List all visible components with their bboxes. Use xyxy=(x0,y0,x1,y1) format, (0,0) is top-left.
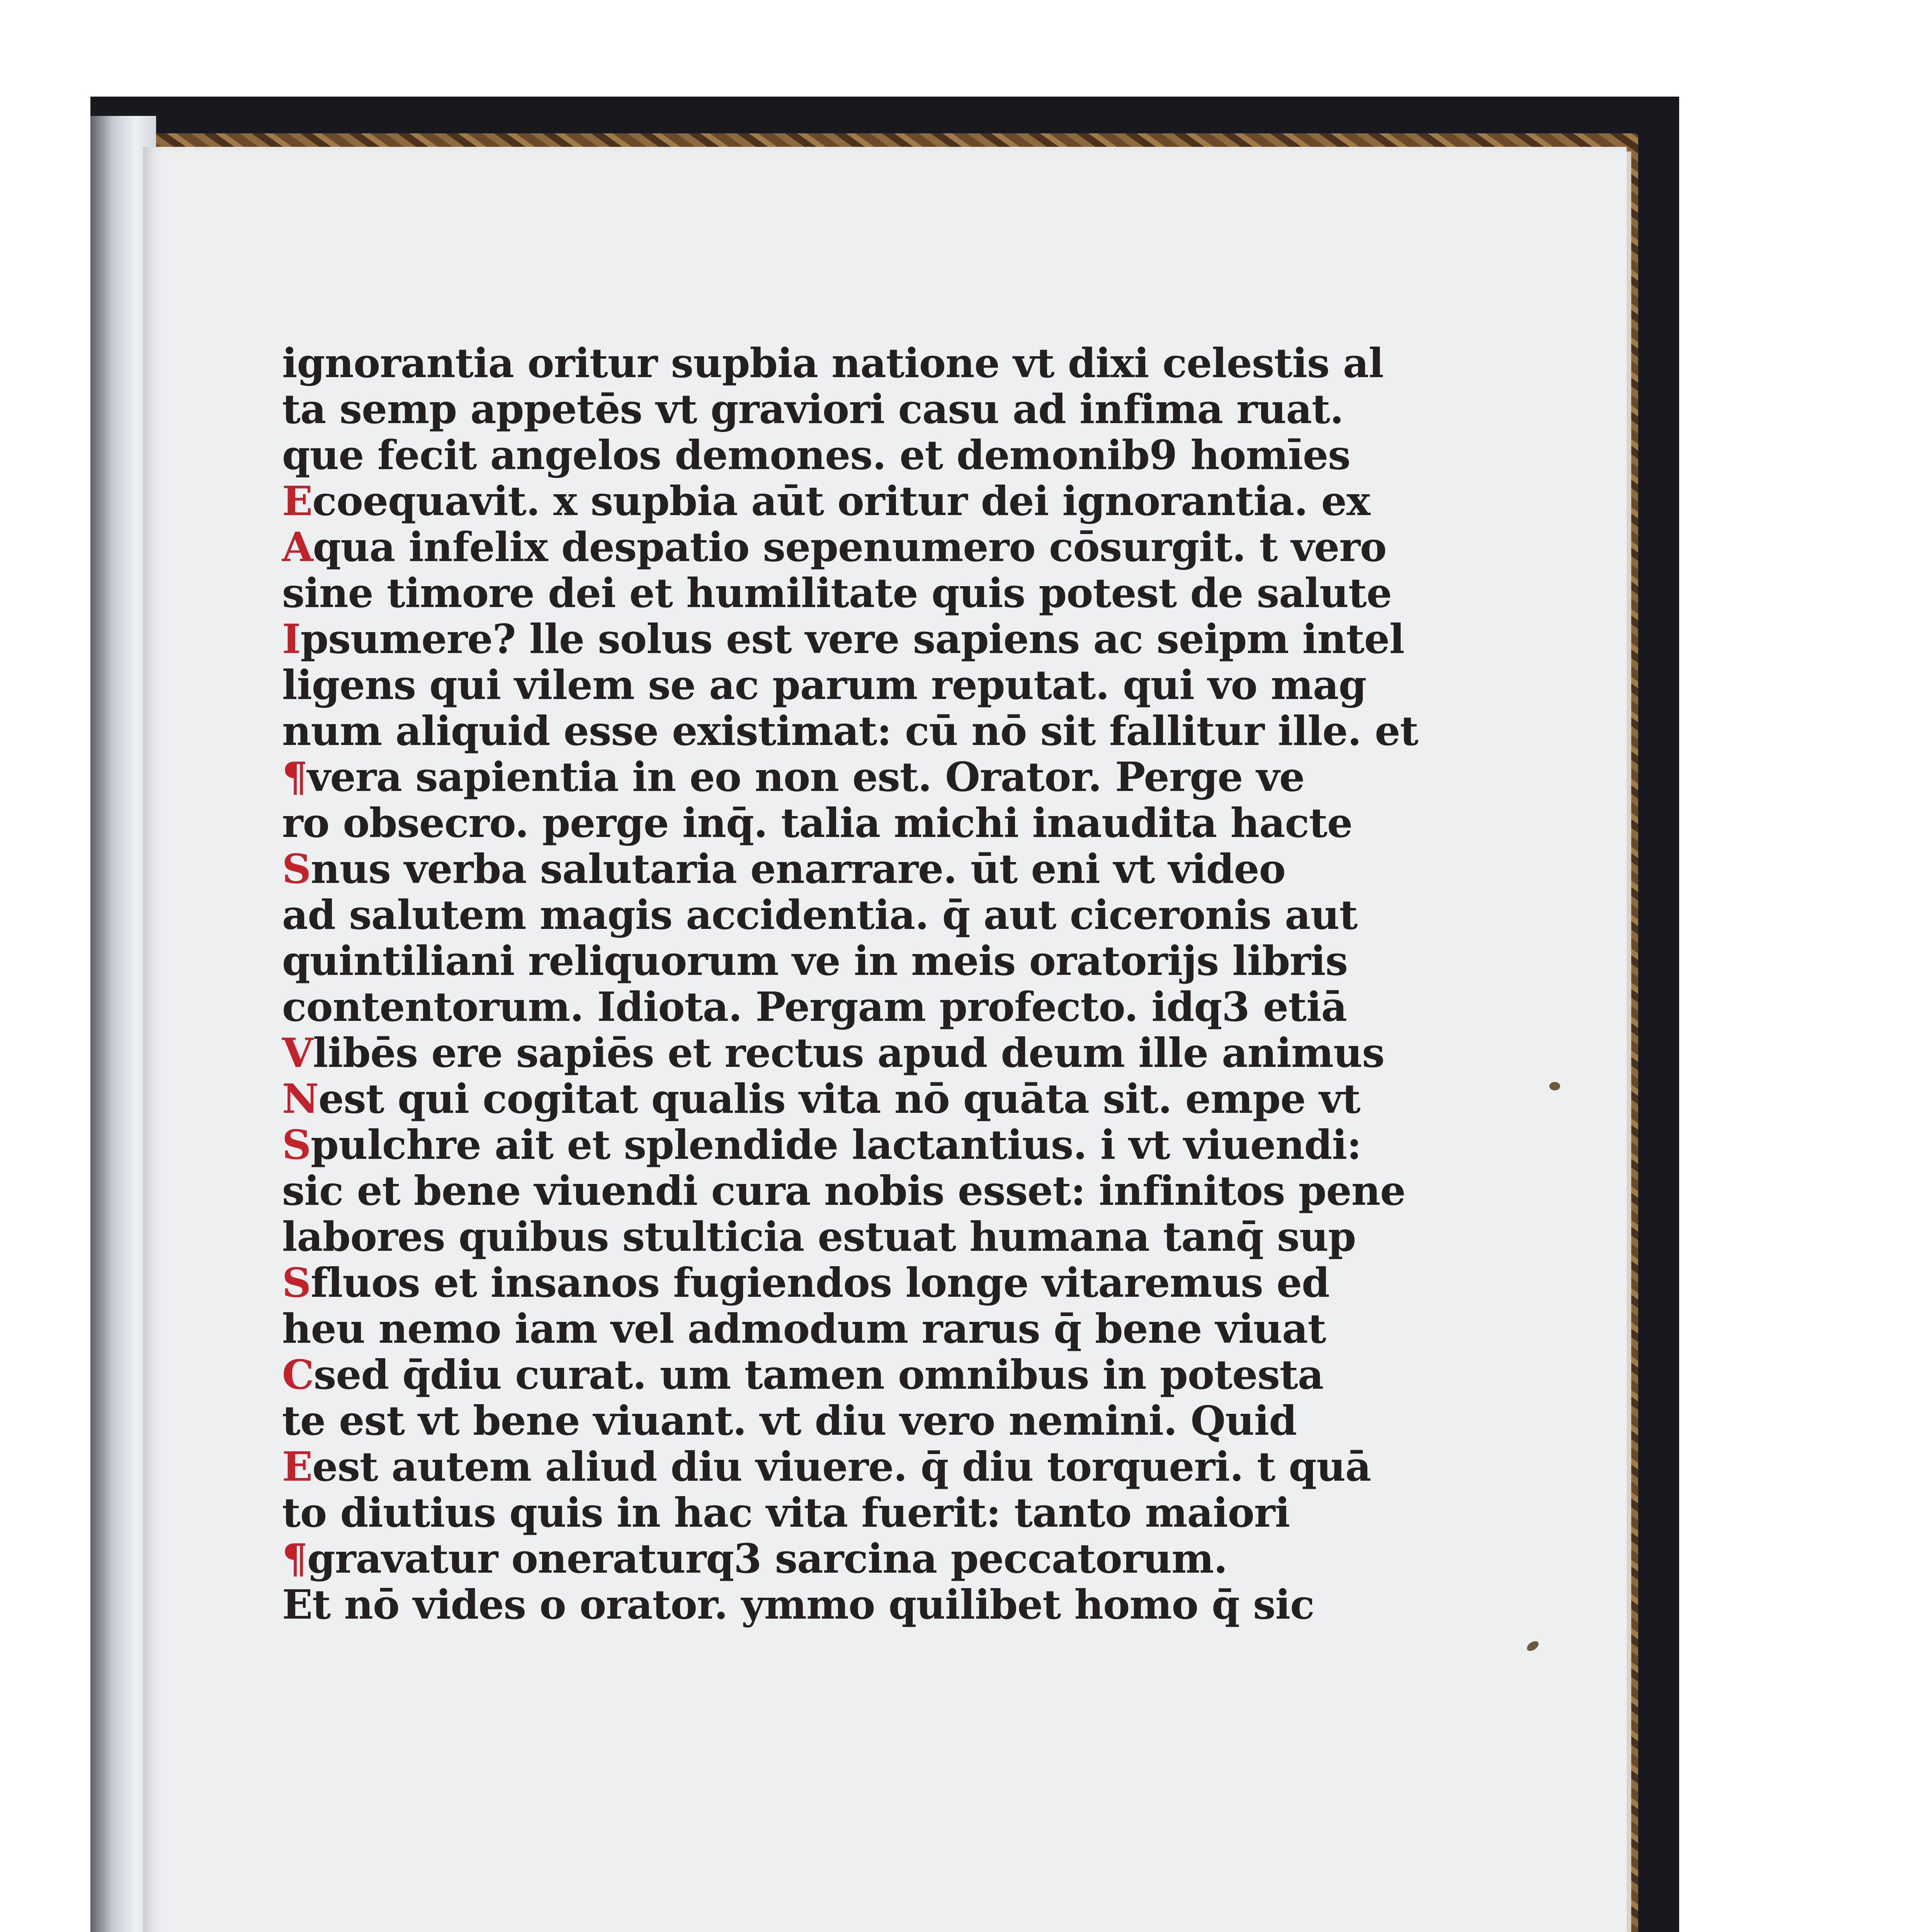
line-text: que fecit angelos demones. et demonib9 homīes xyxy=(282,431,1350,479)
line-text: labores quibus stulticia estuat humana tanq̄ sup xyxy=(282,1213,1356,1260)
text-line xyxy=(282,983,1347,1031)
text-line xyxy=(282,661,1367,709)
line-text: qua infelix despatio sepenumero cōsurgit. t vero xyxy=(313,523,1387,571)
text-line xyxy=(282,1489,1290,1536)
ink-spot xyxy=(1549,1082,1560,1090)
line-text: coequavit. x supbia aūt oritur dei ignorantia. ex xyxy=(312,477,1370,525)
text-line xyxy=(282,1167,1406,1214)
text-line xyxy=(282,431,1350,479)
line-text: pulchre ait et splendide lactantius. i vt viuendi: xyxy=(311,1121,1362,1168)
rubricated-initial: C xyxy=(282,1351,314,1398)
line-text: sic et bene viuendi cura nobis esset: infinitos pene xyxy=(282,1167,1406,1214)
text-line xyxy=(282,1213,1356,1260)
text-line xyxy=(282,385,1344,433)
text-line xyxy=(282,799,1353,847)
text-line xyxy=(282,1029,1384,1077)
rubricated-initial: N xyxy=(282,1075,319,1122)
text-line xyxy=(282,891,1358,939)
text-line xyxy=(282,523,1387,571)
line-text: vera sapientia in eo non est. Orator. Perge ve xyxy=(307,753,1305,801)
line-text: ad salutem magis accidentia. q̄ aut ciceronis aut xyxy=(282,891,1358,939)
line-text: quintiliani reliquorum ve in meis oratorijs libris xyxy=(282,937,1348,985)
text-line xyxy=(282,1121,1362,1168)
line-text: est qui cogitat qualis vita nō quāta sit. empe vt xyxy=(318,1075,1360,1122)
blackletter-text-block xyxy=(282,339,1418,1628)
text-line xyxy=(282,339,1384,387)
line-text: Et nō vides o orator. ymmo quilibet homo q̄ sic xyxy=(282,1581,1314,1628)
text-line xyxy=(282,1351,1324,1398)
line-text: ignorantia oritur supbia natione vt dixi celestis al xyxy=(282,339,1384,387)
rubricated-initial: ¶ xyxy=(282,753,308,801)
rubricated-initial: A xyxy=(282,523,313,571)
text-line xyxy=(282,615,1404,663)
rubricated-initial: S xyxy=(282,845,311,893)
text-line xyxy=(282,707,1418,755)
line-text: est autem aliud diu viuere. q̄ diu torqueri. t quā xyxy=(312,1443,1371,1490)
rubricated-initial: V xyxy=(282,1029,313,1077)
rubricated-initial: E xyxy=(282,1443,313,1490)
line-text: heu nemo iam vel admodum rarus q̄ bene viuat xyxy=(282,1305,1326,1352)
text-line xyxy=(282,937,1348,985)
rubricated-initial: ¶ xyxy=(282,1535,308,1582)
text-line xyxy=(282,1305,1326,1352)
text-line xyxy=(282,1397,1297,1444)
text-line xyxy=(282,1581,1314,1628)
line-text: te est vt bene viuant. vt diu vero nemini. Quid xyxy=(282,1397,1297,1444)
ink-spot xyxy=(1525,1639,1540,1653)
line-text: sine timore dei et humilitate quis potest de salute xyxy=(282,569,1392,617)
line-text: num aliquid esse existimat: cū nō sit fallitur ille. et xyxy=(282,707,1418,755)
line-text: libēs ere sapiēs et rectus apud deum ille animus xyxy=(313,1029,1384,1077)
line-text: gravatur oneraturq3 sarcina peccatorum. xyxy=(307,1535,1227,1582)
rubricated-initial: E xyxy=(282,477,313,525)
line-text: ro obsecro. perge inq̄. talia michi inaudita hacte xyxy=(282,799,1353,847)
line-text: nus verba salutaria enarrare. ūt eni vt video xyxy=(311,845,1285,893)
line-text: contentorum. Idiota. Pergam profecto. idq3 etiā xyxy=(282,983,1347,1031)
text-line xyxy=(282,569,1392,617)
text-line xyxy=(282,1536,1229,1582)
text-line xyxy=(282,1259,1329,1306)
text-line xyxy=(282,753,1305,801)
line-text: psumere? lle solus est vere sapiens ac seipm intel xyxy=(300,615,1404,663)
line-text: ta semp appetēs vt graviori casu ad infima ruat. xyxy=(282,385,1344,433)
line-text: sed q̄diu curat. um tamen omnibus in potesta xyxy=(313,1351,1324,1398)
line-text: fluos et insanos fugiendos longe vitaremus ed xyxy=(311,1259,1329,1306)
rubricated-initial: S xyxy=(282,1259,311,1306)
text-line xyxy=(282,1075,1360,1122)
text-line xyxy=(282,845,1285,893)
rubricated-initial: I xyxy=(282,615,301,663)
line-text: to diutius quis in hac vita fuerit: tanto maiori xyxy=(282,1489,1290,1536)
text-line xyxy=(282,1443,1371,1490)
line-text: ligens qui vilem se ac parum reputat. qui vo mag xyxy=(282,661,1367,709)
rubricated-initial: S xyxy=(282,1121,311,1168)
text-line xyxy=(282,477,1370,525)
